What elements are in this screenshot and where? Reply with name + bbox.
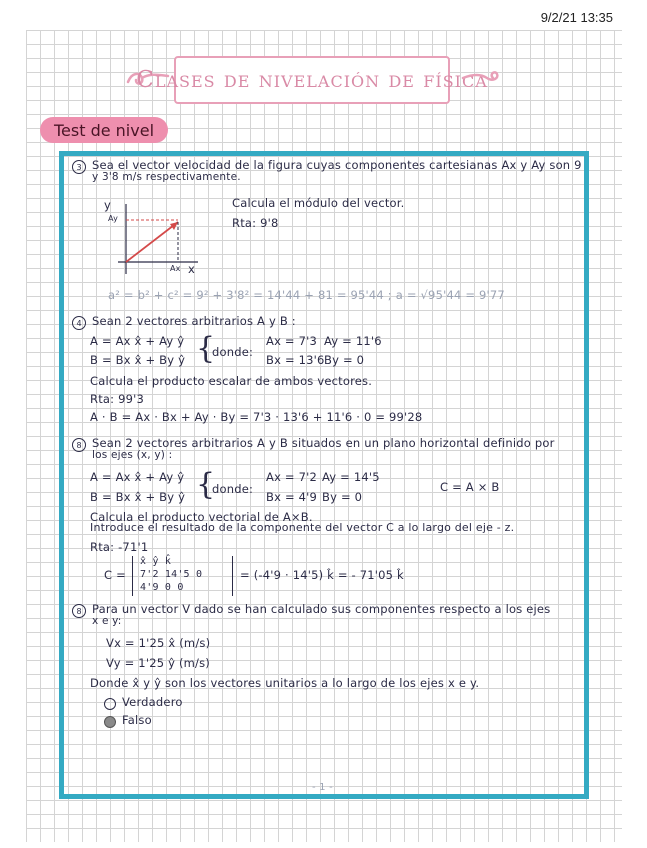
q2-vector-a: A = Ax x̂ + Ay ŷ: [90, 334, 185, 348]
q1-statement-line2: y 3'8 m/s respectivamente.: [92, 171, 241, 183]
question-number: 8: [72, 604, 86, 618]
q1-work: a² = b² + c² = 9² + 3'8² = 14'44 + 81 = 95'44 ; a = √95'44 = 9'77: [108, 288, 505, 302]
question-number: 3: [72, 160, 86, 174]
page-number: - 1 -: [312, 782, 333, 793]
axis-y-label: y: [104, 198, 112, 212]
q3-donde: donde:: [212, 482, 254, 496]
q3-answer: Rta: -71'1: [90, 540, 149, 554]
option-verdadero-label: Verdadero: [122, 695, 183, 709]
matrix-row-3: 4'9 0 0: [140, 582, 184, 593]
q3-vector-a: A = Ax x̂ + Ay ŷ: [90, 470, 185, 484]
label-ax: Ax: [170, 264, 181, 273]
q2-ay: Ay = 11'6: [324, 334, 382, 348]
radio-verdadero[interactable]: [104, 698, 116, 710]
q4-note: Donde x̂ y ŷ son los vectores unitarios a lo largo de los ejes x e y.: [90, 676, 480, 690]
axis-x-label: x: [188, 262, 196, 276]
q2-ask: Calcula el producto escalar de ambos vectores.: [90, 374, 373, 388]
page-title: Clases de nivelación de física: [136, 67, 488, 93]
section-badge-label: Test de nivel: [53, 120, 155, 140]
q3-c-label: C =: [104, 568, 126, 582]
matrix-row-1: x̂ ŷ k̂: [140, 556, 172, 567]
question-number: 8: [72, 438, 86, 452]
label-ay: Ay: [108, 214, 119, 223]
q3-ay: Ay = 14'5: [322, 470, 380, 484]
timestamp: 9/2/21 13:35: [540, 10, 613, 25]
q2-statement: Sean 2 vectores arbitrarios A y B :: [92, 314, 296, 328]
brace: {: [196, 467, 216, 502]
title-box: [136, 56, 488, 104]
q2-ax: Ax = 7'3: [266, 334, 318, 348]
matrix-row-2: 7'2 14'5 0: [140, 569, 203, 580]
q3-statement-line2: los ejes (x, y) :: [92, 449, 173, 461]
q1-answer: Rta: 9'8: [232, 216, 279, 230]
q1-statement-line1: Sea el vector velocidad de la figura cuyas componentes cartesianas Ax y Ay son 9: [92, 158, 582, 172]
q3-vector-b: B = Bx x̂ + By ŷ: [90, 490, 186, 504]
q3-bx: Bx = 4'9: [266, 490, 318, 504]
q2-work: A · B = Ax · Bx + Ay · By = 7'3 · 13'6 + 11'6 · 0 = 99'28: [90, 410, 423, 424]
q1-ask: Calcula el módulo del vector.: [232, 196, 405, 210]
q3-ask-line1: Calcula el producto vectorial de A×B.: [90, 510, 313, 524]
q3-ask-line2: Introduce el resultado de la componente del vector C a lo largo del eje - z.: [90, 521, 515, 534]
q2-vector-b: B = Bx x̂ + By ŷ: [90, 353, 186, 367]
q3-ax: Ax = 7'2: [266, 470, 318, 484]
radio-falso[interactable]: [104, 716, 116, 728]
q3-result: = (-4'9 · 14'5) k̂ = - 71'05 k̂: [240, 568, 404, 582]
determinant-bar-right: [232, 556, 233, 596]
q2-donde: donde:: [212, 345, 254, 359]
question-number: 4: [72, 316, 86, 330]
q3-statement-line1: Sean 2 vectores arbitrarios A y B situados en un plano horizontal definido por: [92, 436, 555, 450]
q4-statement-line1: Para un vector V dado se han calculado sus componentes respecto a los ejes: [92, 602, 551, 616]
q3-by: By = 0: [322, 490, 363, 504]
q3-cross-formula: C = A × B: [440, 480, 500, 494]
option-falso-label: Falso: [122, 713, 152, 727]
q2-bx: Bx = 13'6: [266, 353, 325, 367]
section-badge: [40, 117, 168, 143]
swirl-ornament-icon: [459, 64, 507, 92]
determinant-bar-left: [132, 556, 133, 596]
q2-by: By = 0: [324, 353, 365, 367]
title-banner: [124, 56, 519, 102]
q2-answer: Rta: 99'3: [90, 392, 144, 406]
q4-vx: Vx = 1'25 x̂ (m/s): [106, 636, 211, 650]
q4-vy: Vy = 1'25 ŷ (m/s): [106, 656, 210, 670]
brace: {: [196, 331, 216, 366]
q4-statement-line2: x e y:: [92, 615, 122, 627]
